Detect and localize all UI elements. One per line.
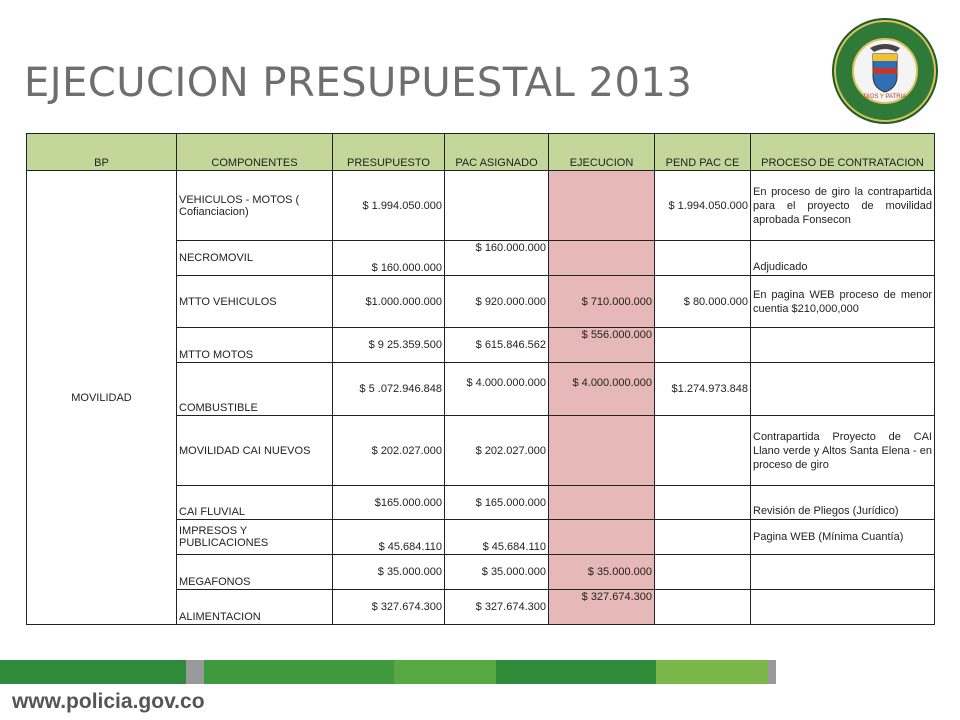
componente-cell: MEGAFONOS xyxy=(177,555,333,590)
ejecucion-cell: $ 710.000.000 xyxy=(549,276,655,328)
presupuesto-cell: $ 160.000.000 xyxy=(333,241,445,276)
presupuesto-cell: $165.000.000 xyxy=(333,486,445,520)
pac-cell: $ 327.674.300 xyxy=(445,590,549,625)
proceso-cell: Revisión de Pliegos (Jurídico) xyxy=(751,486,935,520)
componente-cell: IMPRESOS Y PUBLICACIONES xyxy=(177,520,333,555)
ejecucion-cell xyxy=(549,416,655,486)
proceso-cell: Adjudicado xyxy=(751,241,935,276)
pac-cell: $ 615.846.562 xyxy=(445,328,549,363)
presupuesto-cell: $ 9 25.359.500 xyxy=(333,328,445,363)
footer-color-bar xyxy=(0,660,960,684)
ejecucion-cell: $ 556.000.000 xyxy=(549,328,655,363)
ejecucion-cell: $ 4.000.000.000 xyxy=(549,363,655,416)
header-proceso-contratacion: PROCESO DE CONTRATACION xyxy=(751,134,935,171)
proceso-cell: Contrapartida Proyecto de CAI Llano verde y Altos Santa Elena - en proceso de giro xyxy=(751,416,935,486)
seal-motto: DIOS Y PATRIA xyxy=(863,94,907,100)
pac-cell: $ 160.000.000 xyxy=(445,241,549,276)
proceso-cell xyxy=(751,590,935,625)
proceso-cell: En pagina WEB proceso de menor cuentia $210,000,000 xyxy=(751,276,935,328)
proceso-cell xyxy=(751,555,935,590)
componente-cell: ALIMENTACION xyxy=(177,590,333,625)
componente-cell: MTTO MOTOS xyxy=(177,328,333,363)
pac-cell: $ 165.000.000 xyxy=(445,486,549,520)
pac-cell: $ 202.027.000 xyxy=(445,416,549,486)
pac-cell: $ 35.000.000 xyxy=(445,555,549,590)
header-pac-asignado: PAC ASIGNADO xyxy=(445,134,549,171)
presupuesto-cell: $ 35.000.000 xyxy=(333,555,445,590)
pend-cell xyxy=(655,520,751,555)
ejecucion-cell xyxy=(549,520,655,555)
componente-cell: CAI FLUVIAL xyxy=(177,486,333,520)
header-componentes: COMPONENTES xyxy=(177,134,333,171)
pac-cell xyxy=(445,171,549,241)
pac-cell: $ 45.684.110 xyxy=(445,520,549,555)
table-row xyxy=(27,171,935,241)
header-pend-pac-ce: PEND PAC CE xyxy=(655,134,751,171)
police-seal-logo xyxy=(830,16,940,126)
proceso-cell: Pagina WEB (Mínima Cuantía) xyxy=(751,520,935,555)
ejecucion-cell: $ 35.000.000 xyxy=(549,555,655,590)
pend-cell: $ 1.994.050.000 xyxy=(655,171,751,241)
table-header-row xyxy=(27,134,935,171)
componente-cell: VEHICULOS - MOTOS ( Cofianciacion) xyxy=(177,171,333,241)
proceso-cell xyxy=(751,328,935,363)
budget-table xyxy=(26,133,935,625)
proceso-cell: En proceso de giro la contrapartida para el proyecto de movilidad aprobada Fonsecon xyxy=(751,171,935,241)
presupuesto-cell: $ 5 .072.946.848 xyxy=(333,363,445,416)
componente-cell: NECROMOVIL xyxy=(177,241,333,276)
pend-cell xyxy=(655,486,751,520)
ejecucion-cell xyxy=(549,486,655,520)
ejecucion-cell xyxy=(549,241,655,276)
pend-cell xyxy=(655,590,751,625)
pend-cell xyxy=(655,416,751,486)
componente-cell: MTTO VEHICULOS xyxy=(177,276,333,328)
presupuesto-cell: $ 202.027.000 xyxy=(333,416,445,486)
pend-cell: $1.274.973.848 xyxy=(655,363,751,416)
pend-cell xyxy=(655,328,751,363)
header-presupuesto: PRESUPUESTO xyxy=(333,134,445,171)
proceso-cell xyxy=(751,363,935,416)
ejecucion-cell xyxy=(549,171,655,241)
componente-cell: COMBUSTIBLE xyxy=(177,363,333,416)
componente-cell: MOVILIDAD CAI NUEVOS xyxy=(177,416,333,486)
header-bp: BP xyxy=(27,134,177,171)
page-title: EJECUCION PRESUPUESTAL 2013 xyxy=(24,60,693,106)
pend-cell xyxy=(655,555,751,590)
header-ejecucion: EJECUCION xyxy=(549,134,655,171)
presupuesto-cell: $ 327.674.300 xyxy=(333,590,445,625)
footer-url[interactable]: www.policia.gov.co xyxy=(12,690,205,713)
presupuesto-cell: $ 1.994.050.000 xyxy=(333,171,445,241)
pend-cell: $ 80.000.000 xyxy=(655,276,751,328)
pac-cell: $ 4.000.000.000 xyxy=(445,363,549,416)
presupuesto-cell: $1.000.000.000 xyxy=(333,276,445,328)
group-cell-movilidad: MOVILIDAD xyxy=(27,171,177,625)
pac-cell: $ 920.000.000 xyxy=(445,276,549,328)
presupuesto-cell: $ 45.684.110 xyxy=(333,520,445,555)
pend-cell xyxy=(655,241,751,276)
ejecucion-cell: $ 327.674.300 xyxy=(549,590,655,625)
